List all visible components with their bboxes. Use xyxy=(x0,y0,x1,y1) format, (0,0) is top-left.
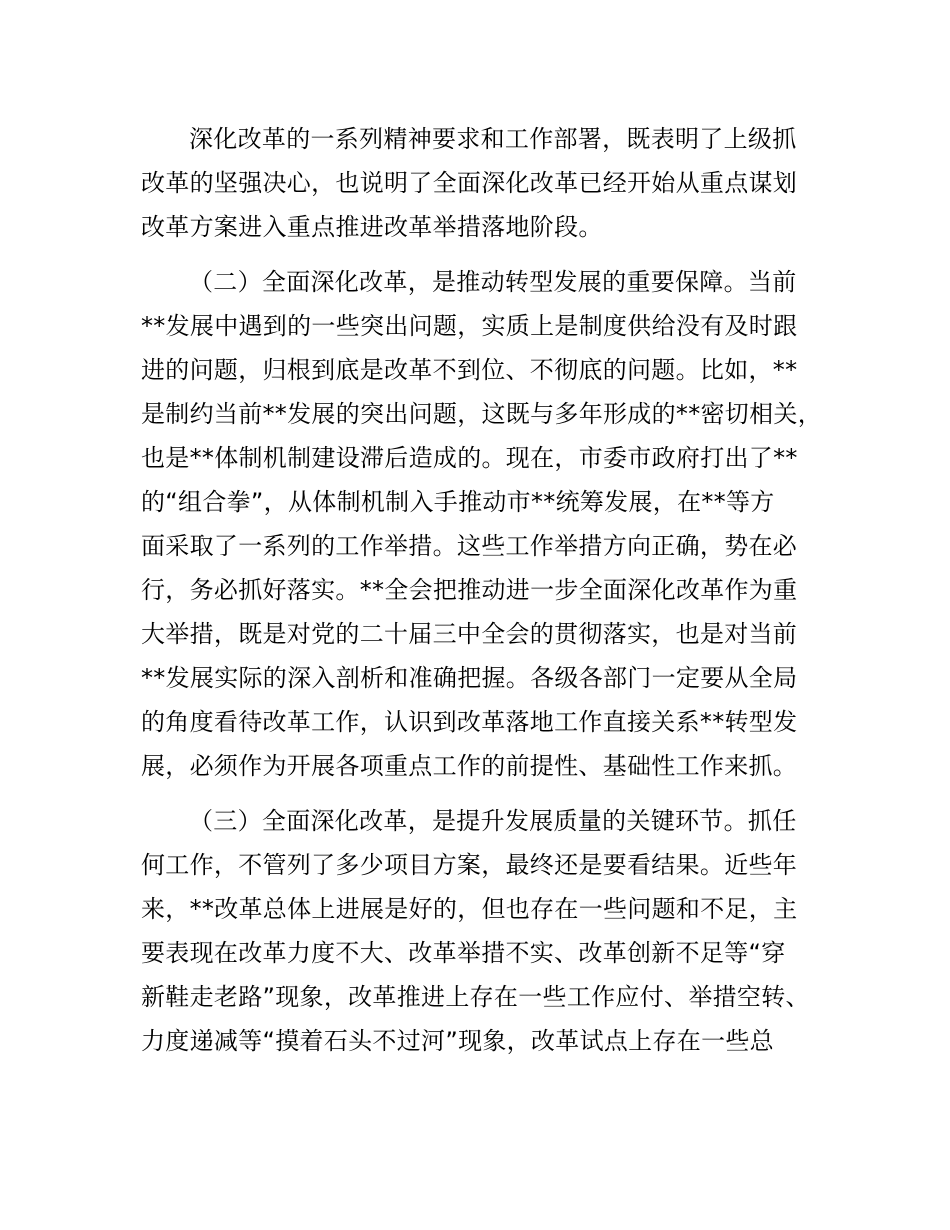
text-line: 力度递减等“摸着石头不过河”现象，改革试点上存在一些总 xyxy=(141,1027,774,1055)
text-line: 深化改革的一系列精神要求和工作部署，既表明了上级抓 xyxy=(189,125,797,153)
text-line: 的“组合拳”，从体制机制入手推动市**统筹发展，在**等方 xyxy=(141,488,775,516)
paragraph-1 xyxy=(141,117,831,249)
text-line: 展，必须作为开展各项重点工作的前提性、基础性工作来抓。 xyxy=(141,752,798,780)
text-line: 面采取了一系列的工作举措。这些工作举措方向正确，势在必 xyxy=(141,532,798,560)
text-line: （三）全面深化改革，是提升发展质量的关键环节。抓任 xyxy=(189,807,797,835)
text-line: 进的问题，归根到底是改革不到位、不彻底的问题。比如，** xyxy=(141,356,798,384)
text-line: （二）全面深化改革，是推动转型发展的重要保障。当前 xyxy=(189,268,797,296)
text-line: 行，务必抓好落实。**全会把推动进一步全面深化改革作为重 xyxy=(141,576,798,604)
text-line: 来，**改革总体上进展是好的，但也存在一些问题和不足，主 xyxy=(141,895,798,923)
text-line: 要表现在改革力度不大、改革举措不实、改革创新不足等“穿 xyxy=(141,939,786,967)
text-line: 何工作，不管列了多少项目方案，最终还是要看结果。近些年 xyxy=(141,851,798,879)
paragraph-3 xyxy=(141,799,831,1063)
text-line: 大举措，既是对党的二十届三中全会的贯彻落实，也是对当前 xyxy=(141,620,798,648)
document-body xyxy=(141,117,831,1074)
text-line: 新鞋走老路”现象，改革推进上存在一些工作应付、举措空转、 xyxy=(141,983,810,1011)
text-line: 改革方案进入重点推进改革举措落地阶段。 xyxy=(141,213,603,241)
paragraph-2 xyxy=(141,260,831,788)
text-line: 也是**体制机制建设滞后造成的。现在，市委市政府打出了** xyxy=(141,444,798,472)
text-line: 改革的坚强决心，也说明了全面深化改革已经开始从重点谋划 xyxy=(141,169,798,197)
text-line: **发展实际的深入剖析和准确把握。各级各部门一定要从全局 xyxy=(141,664,798,692)
text-line: 的角度看待改革工作，认识到改革落地工作直接关系**转型发 xyxy=(141,708,798,736)
text-line: 是制约当前**发展的突出问题，这既与多年形成的**密切相关， xyxy=(141,400,822,428)
text-line: **发展中遇到的一些突出问题，实质上是制度供给没有及时跟 xyxy=(141,312,798,340)
